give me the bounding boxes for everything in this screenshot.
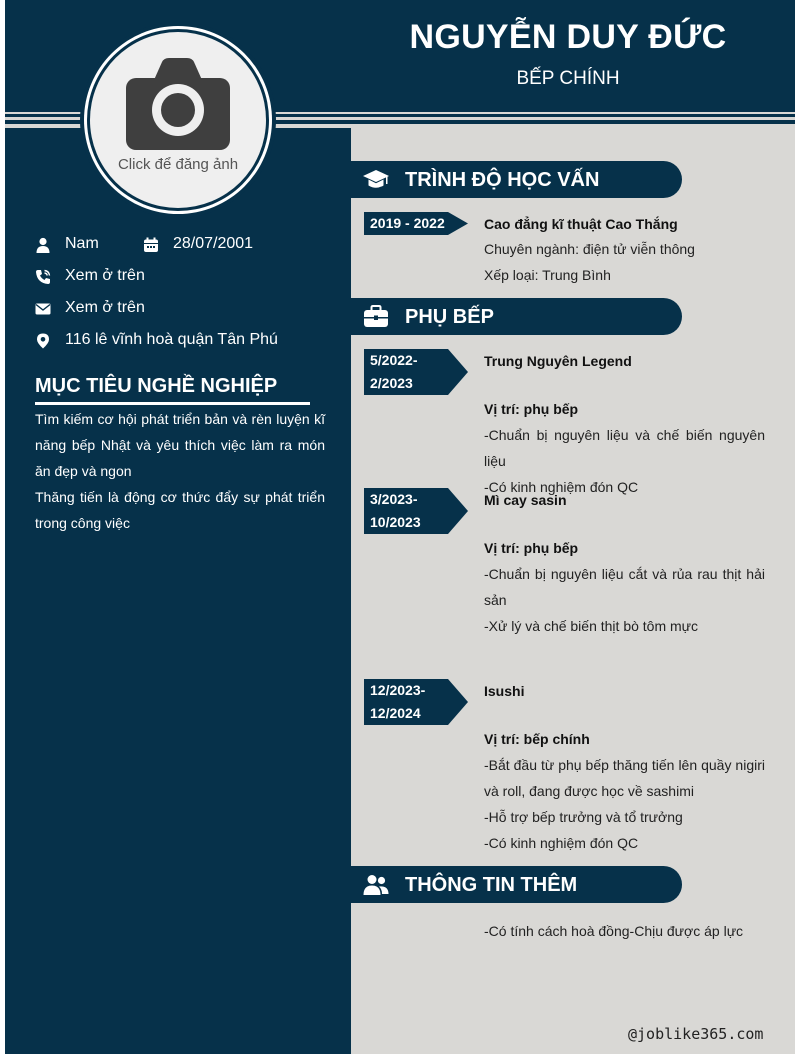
objective-line: Thăng tiến là động cơ thức đẩy sự phát triển trong công việc xyxy=(35,489,325,531)
briefcase-icon xyxy=(363,304,389,330)
job-period-start: 12/2023- xyxy=(370,682,426,698)
education-line: Xếp loại: Trung Bình xyxy=(484,267,611,283)
section-header-education xyxy=(351,161,682,198)
job-details xyxy=(484,396,765,500)
job-company: Trung Nguyên Legend xyxy=(484,353,632,369)
contact-phone xyxy=(35,267,235,287)
education-period-tag xyxy=(364,212,468,235)
extra-details xyxy=(484,918,765,944)
objective-title: MỤC TIÊU NGHỀ NGHIỆP xyxy=(35,375,278,397)
calendar-icon xyxy=(143,237,159,253)
job-details xyxy=(484,726,765,856)
user-icon xyxy=(35,237,51,253)
contact-email xyxy=(35,299,235,319)
camera-icon xyxy=(126,58,230,150)
job-line: -Có kinh nghiệm đón QC xyxy=(484,835,639,851)
map-pin-icon xyxy=(35,333,51,349)
candidate-name: NGUYỄN DUY ĐỨC xyxy=(409,18,727,56)
job-company: Isushi xyxy=(484,683,525,699)
contact-gender xyxy=(35,235,145,255)
job-period-start: 3/2023- xyxy=(370,491,418,507)
address-value: 116 lê vĩnh hoà quận Tân Phú xyxy=(65,331,278,348)
section-title: TRÌNH ĐỘ HỌC VẤN xyxy=(405,169,600,191)
phone-value: Xem ở trên xyxy=(65,267,145,284)
job-position: Vị trí: bếp chính xyxy=(484,731,590,747)
job-line: -Bắt đầu từ phụ bếp thăng tiến lên quầy nigiri và roll, đang được học về sashimi xyxy=(484,757,765,799)
section-title: THÔNG TIN THÊM xyxy=(405,874,578,896)
job-period-end: 10/2023 xyxy=(370,514,421,530)
job-details xyxy=(484,535,765,639)
job-period-end: 12/2024 xyxy=(370,705,421,721)
phone-icon xyxy=(35,269,51,285)
contact-birthday xyxy=(143,235,283,255)
section-header-extra xyxy=(351,866,682,903)
photo-caption: Click để đăng ảnh xyxy=(117,156,239,173)
job-period-end: 2/2023 xyxy=(370,375,413,391)
education-school: Cao đẳng kĩ thuật Cao Thắng xyxy=(484,216,678,232)
objective-text xyxy=(35,406,325,536)
job-line: -Có kinh nghiệm đón QC xyxy=(484,479,639,495)
gender-value: Nam xyxy=(65,235,99,252)
education-details xyxy=(484,236,765,288)
graduation-cap-icon xyxy=(363,167,389,193)
job-line: -Hỗ trợ bếp trưởng và tổ trưởng xyxy=(484,809,683,825)
job-line: -Xử lý và chế biến thịt bò tôm mực xyxy=(484,618,699,634)
job-period-tag xyxy=(364,679,468,725)
envelope-icon xyxy=(35,301,51,317)
education-line: Chuyên ngành: điện tử viễn thông xyxy=(484,241,695,257)
job-line: -Chuẩn bị nguyên liệu cắt và rủa rau thịt hải sản xyxy=(484,566,765,608)
job-period-tag xyxy=(364,349,468,395)
section-title: PHỤ BẾP xyxy=(405,306,494,328)
email-value: Xem ở trên xyxy=(65,299,145,316)
contact-address xyxy=(35,331,335,351)
job-position: Vị trí: phụ bếp xyxy=(484,540,579,556)
extra-line: -Có tính cách hoà đồng-Chịu được áp lực xyxy=(484,923,744,939)
job-company: Mì cay sasin xyxy=(484,492,567,508)
objective-underline xyxy=(35,402,310,405)
watermark: @joblike365.com xyxy=(628,1025,764,1043)
birthday-value: 28/07/2001 xyxy=(173,235,254,252)
job-period-start: 5/2022- xyxy=(370,352,418,368)
candidate-role: BẾP CHÍNH xyxy=(516,68,620,89)
education-period: 2019 - 2022 xyxy=(370,215,445,231)
objective-line: Tìm kiếm cơ hội phát triển bản và rèn luyện kĩ năng bếp Nhật và yêu thích việc làm ra món ăn đẹp và ngon xyxy=(35,411,325,479)
photo-upload[interactable] xyxy=(90,32,266,208)
users-icon xyxy=(363,872,389,898)
section-header-experience xyxy=(351,298,682,335)
job-position: Vị trí: phụ bếp xyxy=(484,401,579,417)
job-line: -Chuẩn bị nguyên liệu và chế biến nguyên liệu xyxy=(484,427,765,469)
job-period-tag xyxy=(364,488,468,534)
